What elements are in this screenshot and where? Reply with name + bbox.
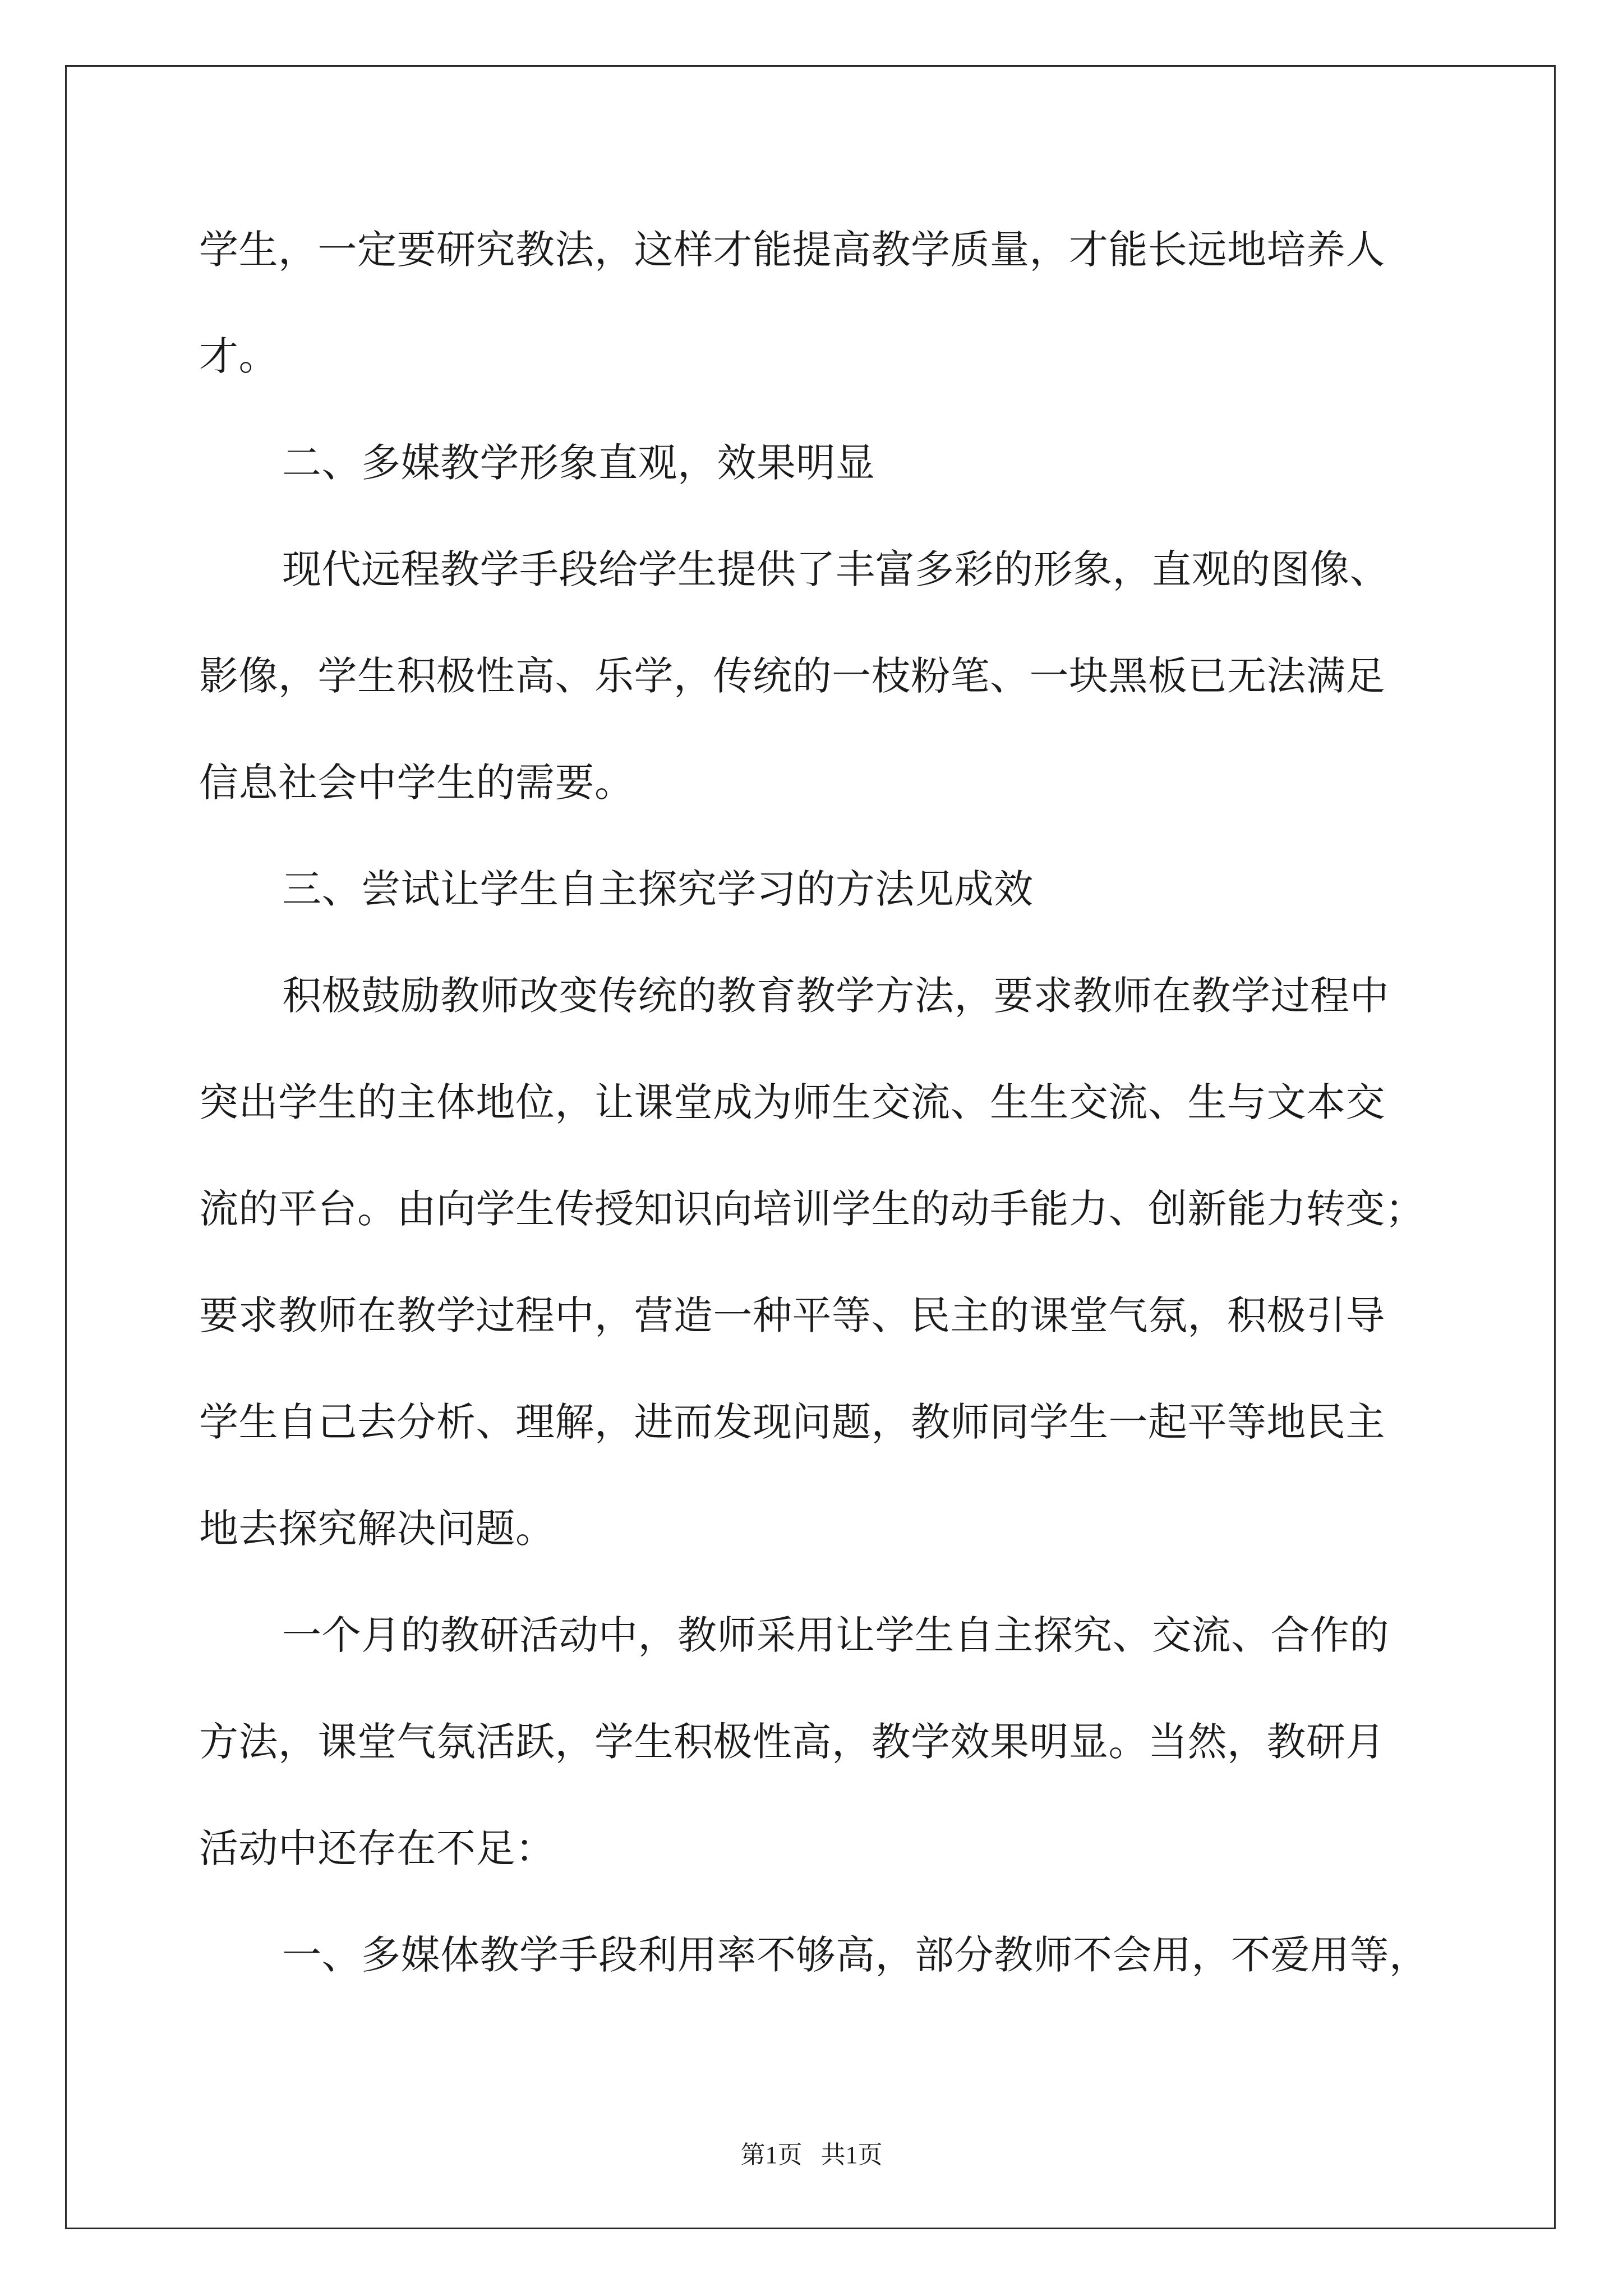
text-line: 学生，一定要研究教法，这样才能提高教学质量，才能长远地培养人: [199, 227, 1385, 273]
text-line: 才。: [199, 333, 278, 379]
text-line: 方法，课堂气氛活跃，学生积极性高，教学效果明显。当然，教研月: [199, 1719, 1385, 1765]
text-line: 学生自己去分析、理解，进而发现问题，教师同学生一起平等地民主: [199, 1399, 1385, 1445]
text-line: 一、多媒体教学手段利用率不够高，部分教师不会用，不爱用等，: [282, 1932, 1429, 1978]
document-body: [199, 208, 1433, 2019]
text-line: 一个月的教研活动中，教师采用让学生自主探究、交流、合作的: [282, 1612, 1389, 1658]
text-line: 地去探究解决问题。: [199, 1506, 555, 1552]
section-heading: 二、多媒教学形象直观，效果明显: [282, 440, 875, 486]
text-line: 要求教师在教学过程中，营造一种平等、民主的课堂气氛，积极引导: [199, 1292, 1385, 1338]
section-heading: 三、尝试让学生自主探究学习的方法见成效: [282, 866, 1034, 912]
page-number-label: 第1页 共1页: [740, 2141, 883, 2169]
text-line: 活动中还存在不足：: [199, 1825, 555, 1871]
text-line: 突出学生的主体地位，让课堂成为师生交流、生生交流、生与文本交: [199, 1079, 1385, 1125]
page-footer: [0, 2134, 1623, 2170]
text-line: 积极鼓励教师改变传统的教育教学方法，要求教师在教学过程中: [282, 973, 1389, 1019]
text-line: 信息社会中学生的需要。: [199, 760, 634, 806]
text-line: 现代远程教学手段给学生提供了丰富多彩的形象，直观的图像、: [282, 546, 1389, 592]
text-line: 影像，学生积极性高、乐学，传统的一枝粉笔、一块黑板已无法满足: [199, 653, 1385, 699]
text-line: 流的平台。由向学生传授知识向培训学生的动手能力、创新能力转变；: [199, 1186, 1425, 1232]
